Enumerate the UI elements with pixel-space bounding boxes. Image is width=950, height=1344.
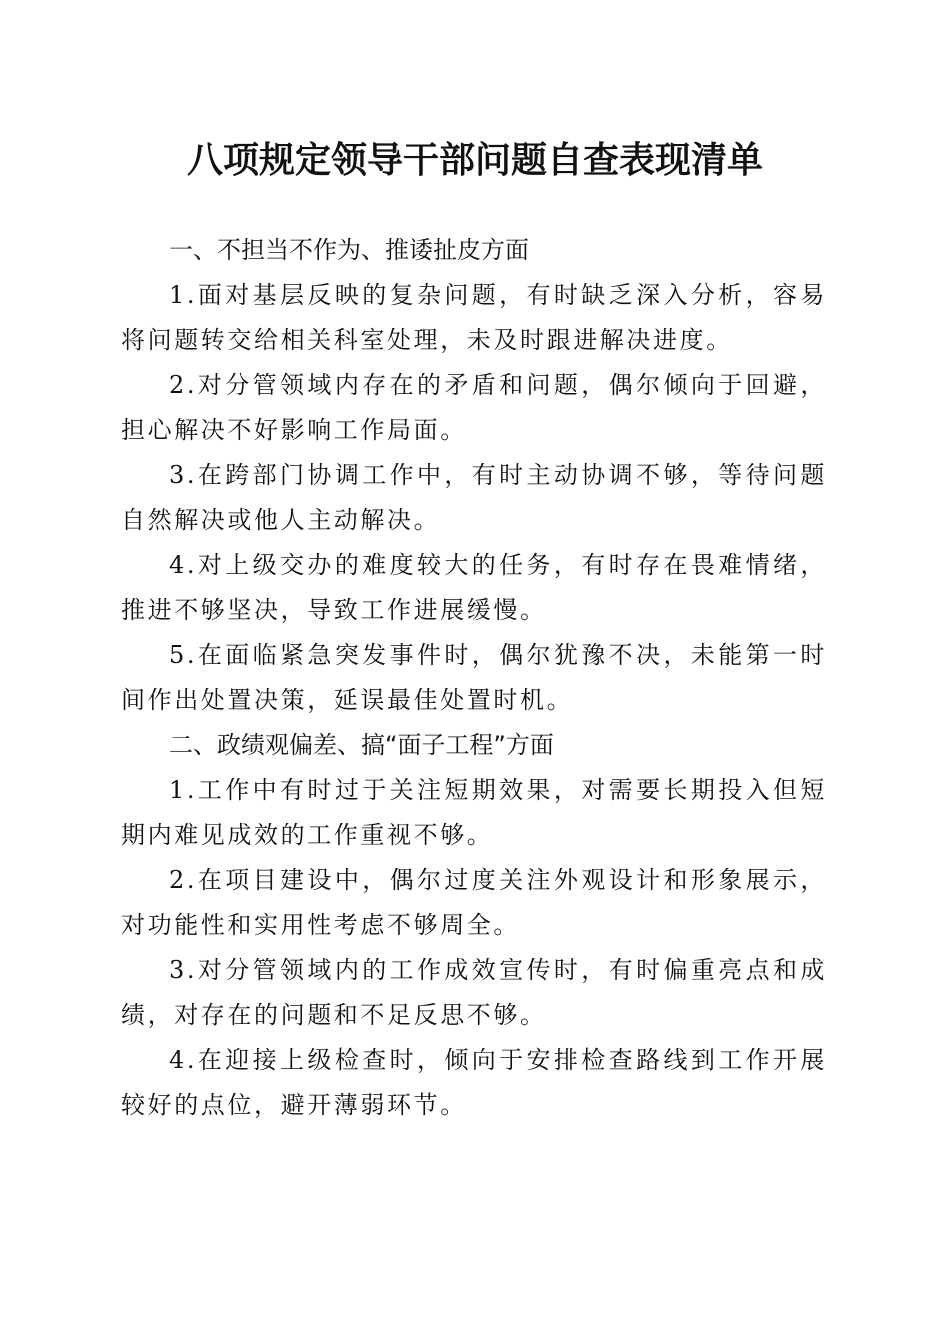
list-item: 3.在跨部门协调工作中，有时主动协调不够，等待问题自然解决或他人主动解决。 (121, 461, 827, 534)
list-item: 2.对分管领域内存在的矛盾和问题，偶尔倾向于回避，担心解决不好影响工作局面。 (121, 371, 827, 444)
document-body (121, 228, 827, 1128)
section-heading-1: 一、不担当不作为、推诿扯皮方面 (169, 236, 529, 264)
list-item: 4.对上级交办的难度较大的任务，有时存在畏难情绪，推进不够坚决，导致工作进展缓慢。 (121, 551, 827, 624)
section-heading-2: 二、政绩观偏差、搞“面子工程”方面 (169, 731, 554, 759)
list-item: 4.在迎接上级检查时，倾向于安排检查路线到工作开展较好的点位，避开薄弱环节。 (121, 1046, 827, 1119)
list-item: 3.对分管领域内的工作成效宣传时，有时偏重亮点和成绩，对存在的问题和不足反思不够。 (121, 956, 827, 1029)
list-item: 1.工作中有时过于关注短期效果，对需要长期投入但短期内难见成效的工作重视不够。 (121, 776, 827, 849)
list-item: 1.面对基层反映的复杂问题，有时缺乏深入分析，容易将问题转交给相关科室处理，未及时跟进解决进度。 (121, 281, 827, 354)
document-title: 八项规定领导干部问题自查表现清单 (186, 139, 763, 181)
list-item: 5.在面临紧急突发事件时，偶尔犹豫不决，未能第一时间作出处置决策，延误最佳处置时机。 (121, 641, 827, 714)
list-item: 2.在项目建设中，偶尔过度关注外观设计和形象展示，对功能性和实用性考虑不够周全。 (121, 866, 827, 939)
